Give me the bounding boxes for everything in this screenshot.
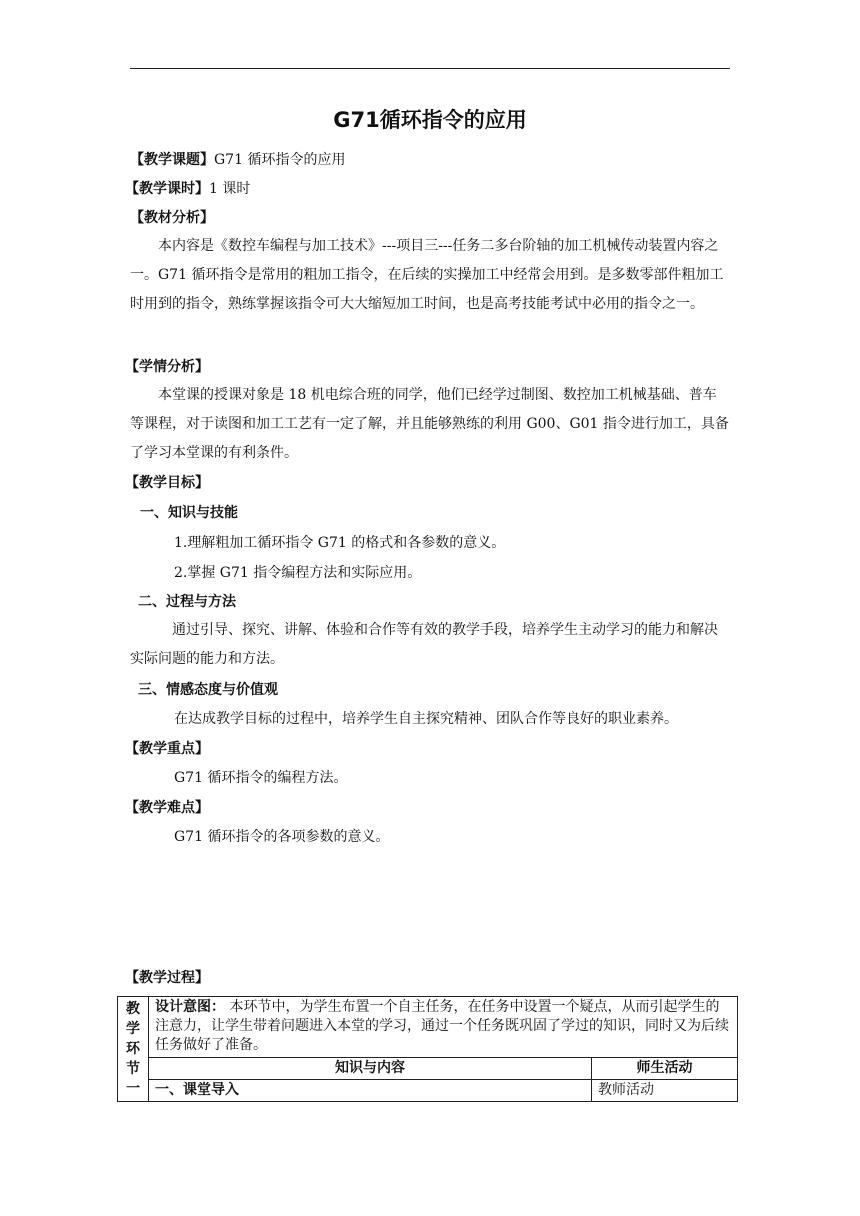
stage-char: 学 bbox=[126, 1021, 140, 1037]
material-paragraph: 本内容是《数控车编程与加工技术》---项目三---任务二多台阶轴的加工机械传动装置内容之一。G71 循环指令是常用的粗加工指令，在后续的实操加工中经常会用到。是多数零部件粗加工时用到的指令，熟练掌握该指令可大大缩短加工时间，也是高考技能考试中必用的指令之一。 bbox=[130, 238, 724, 312]
process-table bbox=[117, 996, 738, 1102]
hours-label: 【教学课时】 bbox=[125, 181, 209, 197]
students-paragraph: 本堂课的授课对象是 18 机电综合班的同学，他们已经学过制图、数控加工机械基础、普车等课程，对于读图和加工工艺有一定了解，并且能够熟练的利用 G00、G01 指令进行加工，具备了学习本堂课的有利条件。 bbox=[130, 387, 729, 461]
hours-value: 1 课时 bbox=[209, 181, 251, 197]
stage-label-cell bbox=[118, 997, 149, 1102]
col-header-activity: 师生活动 bbox=[592, 1057, 738, 1079]
goal3-heading: 三、情感态度与价值观 bbox=[138, 682, 278, 698]
goal3-paragraph: 在达成教学目标的过程中，培养学生自主探究精神、团队合作等良好的职业素养。 bbox=[174, 711, 678, 727]
goal1-heading: 一、知识与技能 bbox=[140, 505, 238, 521]
design-intent-text: 本环节中，为学生布置一个自主任务，在任务中设置一个疑点，从而引起学生的注意力，让学生带着问题进入本堂的学习，通过一个任务既巩固了学过的知识，同时又为后续任务做好了准备。 bbox=[155, 999, 729, 1053]
difficulty-text: G71 循环指令的各项参数的意义。 bbox=[174, 829, 390, 845]
design-intent-label: 设计意图： bbox=[155, 999, 225, 1015]
topic-line bbox=[130, 150, 345, 170]
row-activity: 教师活动 bbox=[592, 1079, 738, 1101]
header-rule bbox=[130, 68, 730, 69]
goal2-paragraph: 通过引导、探究、讲解、体验和合作等有效的教学手段，培养学生主动学习的能力和解决实际问题的能力和方法。 bbox=[130, 622, 718, 667]
stage-char: 节 bbox=[126, 1061, 140, 1077]
row-content: 一、课堂导入 bbox=[149, 1079, 592, 1101]
hours-line bbox=[125, 179, 250, 199]
stage-char: 教 bbox=[126, 1001, 140, 1017]
goal2-heading: 二、过程与方法 bbox=[138, 594, 236, 610]
goal1-item2: 2.掌握 G71 指令编程方法和实际应用。 bbox=[174, 565, 422, 581]
students-heading: 【学情分析】 bbox=[125, 359, 209, 375]
stage-char: 一 bbox=[126, 1081, 140, 1097]
material-heading: 【教材分析】 bbox=[130, 210, 214, 226]
process-heading: 【教学过程】 bbox=[125, 970, 209, 986]
document-title: G71循环指令的应用 bbox=[333, 108, 527, 132]
design-intent-cell bbox=[149, 997, 738, 1058]
goals-heading: 【教学目标】 bbox=[125, 475, 209, 491]
stage-char: 环 bbox=[126, 1041, 140, 1057]
difficulty-heading: 【教学难点】 bbox=[125, 800, 209, 816]
topic-value: G71 循环指令的应用 bbox=[214, 152, 346, 168]
goal1-item1: 1.理解粗加工循环指令 G71 的格式和各参数的意义。 bbox=[174, 535, 506, 551]
col-header-content: 知识与内容 bbox=[149, 1057, 592, 1079]
key-text: G71 循环指令的编程方法。 bbox=[174, 770, 348, 786]
topic-label: 【教学课题】 bbox=[130, 152, 214, 168]
key-heading: 【教学重点】 bbox=[125, 741, 209, 757]
